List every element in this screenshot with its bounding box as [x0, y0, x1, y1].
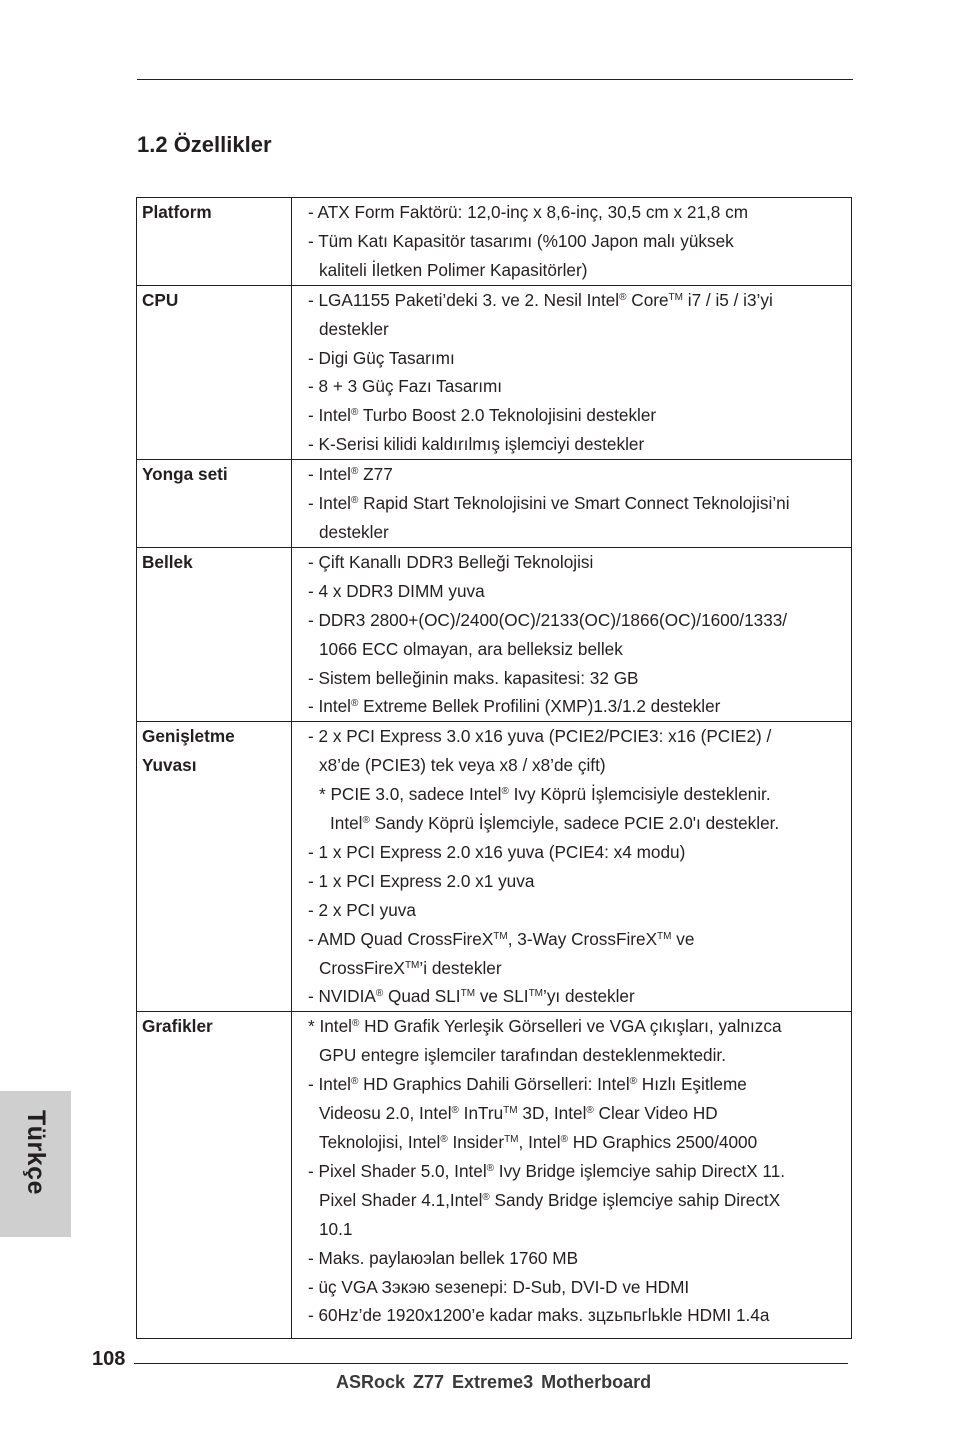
spec-label-line: Yonga seti — [142, 464, 228, 485]
spec-table-body — [137, 198, 852, 1339]
spec-value-line: kaliteli İletken Polimer Kapasitörler) — [319, 259, 588, 280]
spec-value-line: Teknolojisi, Intel® Insider™, Intel® HD Graphics 2500/4000 — [319, 1132, 758, 1152]
spec-value-line: Pixel Shader 4.1,Intel® Sandy Bridge işlemciye sahip DirectX — [319, 1189, 781, 1210]
spec-value-line: GPU entegre işlemciler tarafından desteklenmektedir. — [319, 1045, 726, 1066]
spec-value-line: - Maks. paylaюэlan bellek 1760 MB — [308, 1247, 579, 1268]
spec-label — [137, 1012, 292, 1339]
spec-label — [137, 547, 292, 721]
spec-row — [137, 1012, 852, 1339]
spec-value-line: * Intel® HD Grafik Yerleşik Görselleri ve VGA çıkışları, yalnızca — [308, 1016, 782, 1037]
spec-row — [137, 722, 852, 1012]
page-number: 108 — [92, 1348, 126, 1370]
spec-label — [137, 722, 292, 1012]
spec-value-line: - üç VGA Зэкэю seзenepi: D-Sub, DVI-D ve HDMI — [308, 1276, 690, 1297]
language-tab-label: Türkçe — [22, 1110, 50, 1195]
spec-value-line: - Intel® Extreme Bellek Profilini (XMP)1.3/1.2 destekler — [308, 696, 721, 717]
spec-value-line: - K-Serisi kilidi kaldırılmış işlemciyi destekler — [308, 434, 645, 455]
spec-value-line: - NVIDIA® Quad SLI™ ve SLI™’yı destekler — [308, 986, 635, 1007]
spec-value-line: - Sistem belleğinin maks. kapasitesi: 32 GB — [308, 667, 639, 688]
spec-row — [137, 285, 852, 459]
bottom-rule — [134, 1363, 848, 1364]
spec-label-line: Genişletme — [142, 726, 235, 747]
spec-value-line: - 4 x DDR3 DIMM yuva — [308, 580, 485, 601]
spec-label-line: Bellek — [142, 551, 193, 572]
spec-value — [292, 722, 852, 1012]
spec-value-line: destekler — [319, 318, 389, 339]
spec-value-line: - 2 x PCI yuva — [308, 899, 416, 920]
spec-value — [292, 198, 852, 286]
spec-row — [137, 547, 852, 721]
spec-value-line: - ATX Form Faktörü: 12,0-inç x 8,6-inç, 30,5 cm x 21,8 cm — [308, 202, 749, 222]
spec-label-line: CPU — [142, 289, 179, 310]
spec-value-line: Intel® Sandy Köprü İşlemciyle, sadece PCIE 2.0'ı destekler. — [330, 813, 780, 834]
spec-value-line: - 60Hz’de 1920x1200’e kadar maks. зцzьпьгlьkle HDMI 1.4a — [308, 1305, 770, 1326]
spec-value-line: - Intel® Z77 — [308, 464, 393, 485]
spec-value-line: * PCIE 3.0, sadece Intel® Ivy Köprü İşlemcisiyle desteklenir. — [319, 784, 771, 805]
spec-value-line: - 1 x PCI Express 2.0 x16 yuva (PCIE4: x4 modu) — [308, 841, 686, 862]
spec-value — [292, 1012, 852, 1339]
spec-label — [137, 460, 292, 548]
spec-value-line: CrossFireX™’i destekler — [319, 957, 502, 978]
spec-value-line: - Çift Kanallı DDR3 Belleği Teknolojisi — [308, 551, 594, 572]
spec-value-line: - DDR3 2800+(OC)/2400(OC)/2133(OC)/1866(OC)/1600/1333/ — [308, 609, 788, 630]
top-rule — [137, 79, 853, 80]
spec-label-line: Platform — [142, 202, 212, 222]
spec-label-line: Grafikler — [142, 1016, 213, 1037]
spec-value-line: x8’de (PCIE3) tek veya x8 / x8’de çift) — [319, 755, 606, 776]
spec-value-line: - 1 x PCI Express 2.0 x1 yuva — [308, 870, 535, 891]
language-tab — [0, 1091, 71, 1237]
spec-value-line: - Digi Güç Tasarımı — [308, 347, 455, 368]
spec-row — [137, 198, 852, 286]
spec-value-line: - Intel® Rapid Start Teknolojisini ve Smart Connect Teknolojisi’ni — [308, 493, 790, 514]
spec-value-line: - Tüm Katı Kapasitör tasarımı (%100 Japon malı yüksek — [308, 230, 734, 251]
spec-value — [292, 460, 852, 548]
spec-value-line: - LGA1155 Paketi’deki 3. ve 2. Nesil Intel® Core™ i7 / i5 / i3’yi — [308, 289, 773, 310]
spec-value-line: - AMD Quad CrossFireX™, 3-Way CrossFireX™ ve — [308, 928, 695, 949]
spec-value-line: Videosu 2.0, Intel® InTru™ 3D, Intel® Clear Video HD — [319, 1103, 718, 1124]
spec-value-line: 1066 ECC olmayan, ara belleksiz bellek — [319, 638, 623, 659]
spec-value-line: destekler — [319, 521, 389, 542]
spec-value-line: - 8 + 3 Güç Fazı Tasarımı — [308, 376, 503, 397]
footer-title: ASRock Z77 Extreme3 Motherboard — [336, 1372, 652, 1392]
spec-row — [137, 460, 852, 548]
spec-label — [137, 285, 292, 459]
spec-value-line: - Intel® Turbo Boost 2.0 Teknolojisini destekler — [308, 405, 657, 426]
spec-value-line: - 2 x PCI Express 3.0 x16 yuva (PCIE2/PCIE3: x16 (PCIE2) / — [308, 726, 772, 747]
spec-label — [137, 198, 292, 286]
spec-label-line: Yuvası — [142, 755, 197, 776]
spec-value-line: 10.1 — [319, 1218, 353, 1239]
spec-value-line: - Pixel Shader 5.0, Intel® Ivy Bridge işlemciye sahip DirectX 11. — [308, 1160, 786, 1181]
spec-table — [136, 197, 852, 1339]
spec-value — [292, 547, 852, 721]
section-title: 1.2 Özellikler — [137, 132, 272, 157]
spec-value-line: - Intel® HD Graphics Dahili Görselleri: Intel® Hızlı Eşitleme — [308, 1074, 747, 1095]
spec-value — [292, 285, 852, 459]
